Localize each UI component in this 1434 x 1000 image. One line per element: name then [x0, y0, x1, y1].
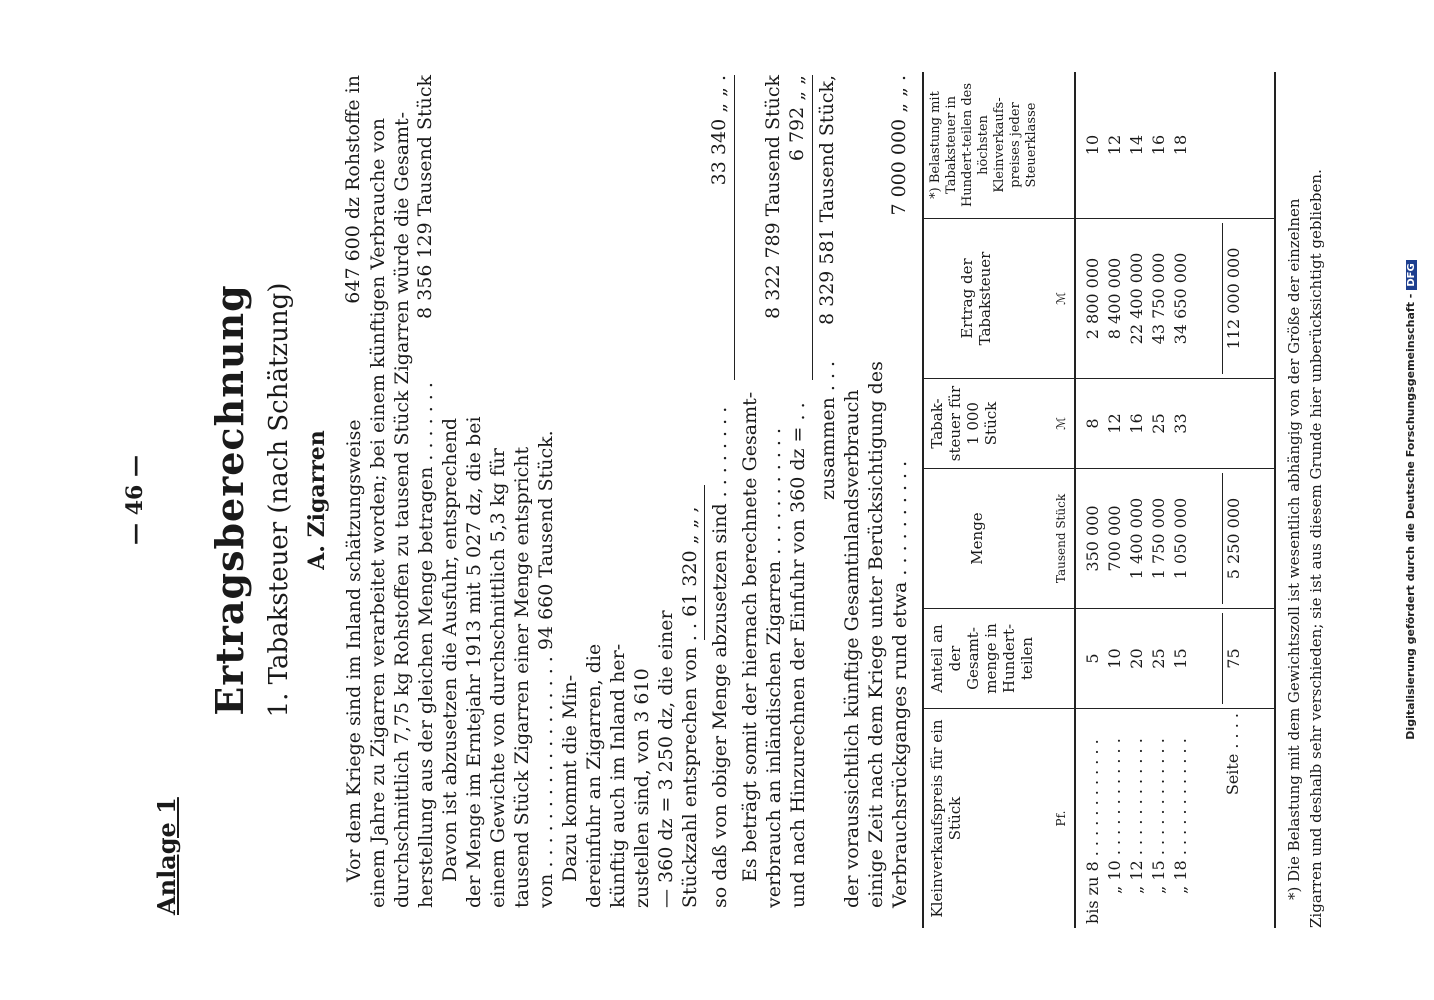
header-share	[924, 608, 1074, 708]
table-cell: 1 400 000	[1127, 497, 1146, 580]
table-cell: „ 18 . . . . . . . . . . . .	[1171, 738, 1190, 894]
table-cell: 12	[1105, 134, 1124, 156]
text-line: Es beträgt somit der hiernach berechnete Gesamt-	[739, 391, 761, 882]
header-tax	[924, 378, 1074, 468]
page-title: Ertragsberechnung	[207, 284, 252, 716]
text-line: Dazu kommt die Min-	[559, 674, 581, 882]
document-page	[22, 30, 1412, 970]
table-cell: 10	[1105, 648, 1124, 669]
header-quantity	[924, 468, 1074, 608]
header-unit: Pf.	[1054, 810, 1068, 827]
sum-rule	[704, 485, 705, 640]
text-line: einem Jahre zu Zigarren verarbeitet worden; bei einem künftigen Verbrauche von	[367, 117, 389, 908]
text-line: einem Gewichte von durchschnittlich 5,3 kg für	[487, 448, 509, 908]
header-label: Kleinverkaufspreis für ein Stück	[928, 719, 964, 918]
text-line: und nach Hinzurechnen der Einfuhr von 360 dz = . .	[787, 402, 809, 908]
text-line: herstellung aus der gleichen Menge betragen . . . . . . .	[415, 382, 437, 908]
header-yield	[924, 218, 1074, 378]
column-burden	[1074, 72, 1274, 218]
table-cell: „ 15 . . . . . . . . . . . .	[1149, 738, 1168, 894]
text-line: durchschnittlich 7,75 kg Rohstoffen zu tausend Stück Zigarren würde die Gesamt-	[391, 111, 413, 908]
table-cell: 20	[1127, 648, 1146, 669]
table-cell: 16	[1127, 413, 1146, 434]
header-label: Ertrag der Tabaksteuer	[958, 251, 994, 346]
text-value: 6 792 „ „	[786, 75, 808, 162]
sum-rule	[812, 75, 813, 380]
dfg-logo: DFG	[1406, 260, 1417, 289]
header-label: Menge	[968, 512, 986, 565]
table-cell: 25	[1149, 648, 1168, 669]
table-cell: 8 400 000	[1105, 257, 1124, 340]
text-line: so daß von obiger Menge abzusetzen sind . . . . . . . .	[709, 406, 731, 908]
text-value: 8 322 789 Tausend Stück	[762, 75, 784, 319]
total-share: 75	[1222, 613, 1245, 704]
table-cell: bis zu 8 . . . . . . . . . . . .	[1083, 739, 1102, 924]
table-cell: 43 750 000	[1149, 252, 1168, 345]
header-unit: ℳ	[1054, 417, 1068, 430]
column-share	[1074, 608, 1274, 708]
text-value: 647 600 dz Rohstoffe in	[342, 75, 364, 304]
header-label: Tabak-steuer für 1 000 Stück	[928, 385, 1000, 462]
text-value: 33 340 „ „ .	[708, 75, 730, 186]
header-burden	[924, 72, 1074, 218]
table-cell: 15	[1171, 648, 1190, 669]
text-line: einige Zeit nach dem Kriege unter Berücksichtigung des	[865, 361, 887, 908]
text-line: Verbrauchsrückganges rund etwa . . . . . . . . . .	[889, 460, 911, 908]
table-cell: 8	[1083, 418, 1102, 429]
footnote-line: Zigarren und deshalb sehr verschieden; sie ist aus diesem Grunde hier unberücksichtigt geblieben.	[1307, 169, 1325, 928]
column-yield	[1074, 218, 1274, 378]
text-line: tausend Stück Zigarren einer Menge entspricht	[511, 446, 533, 908]
header-unit: Tausend Stück	[1054, 493, 1068, 584]
text-line: dereinfuhr an Zigarren, die	[583, 643, 605, 908]
section-heading: 1. Tabaksteuer (nach Schätzung)	[264, 282, 294, 718]
header-price	[924, 708, 1074, 928]
total-yield: 112 000 000	[1222, 223, 1245, 374]
table-cell: 16	[1149, 134, 1168, 156]
text-value: 8 356 129 Tausend Stück	[414, 75, 436, 319]
table-cell: 10	[1083, 134, 1102, 156]
total-label: Seite . . . .	[1223, 713, 1242, 796]
text-line: Stückzahl entsprechen von . . 61 320 „ „ ,	[679, 506, 701, 908]
text-value: 7 000 000 „ „ .	[888, 75, 910, 216]
table-cell: 12	[1105, 413, 1124, 434]
table-cell: 700 000	[1105, 505, 1124, 572]
header-unit: ℳ	[1054, 292, 1068, 305]
text-line: von . . . . . . . . . . . . . . . . . . 94 660 Tausend Stück.	[535, 430, 557, 908]
header-label: Anteil an der Gesamt-menge in Hundert-teilen	[928, 623, 1036, 694]
table-cell: 5	[1083, 653, 1102, 664]
table-cell: 350 000	[1083, 505, 1102, 572]
text-line: der Menge im Erntejahr 1913 mit 5 027 dz, die bei	[463, 416, 485, 908]
table-cell: 25	[1149, 413, 1168, 434]
footnote-line: *) Die Belastung mit dem Gewichtszoll ist wesentlich abhängig von der Größe der einzelnen	[1285, 198, 1303, 900]
table-cell: 14	[1127, 134, 1146, 156]
header-label: *) Belastung mit Tabaksteuer in Hundert-teilen des höchsten Kleinverkaufs-preises jeder Steuerklasse	[928, 82, 1039, 208]
text-line: — 360 dz = 3 250 dz, die einer	[655, 610, 677, 908]
text-line: Davon ist abzusetzen die Ausfuhr, entsprechend	[439, 417, 461, 882]
table-cell: 18	[1171, 134, 1190, 156]
text-value: 8 329 581 Tausend Stück,	[816, 75, 838, 326]
table-cell: „ 10 . . . . . . . . . . . .	[1105, 738, 1124, 894]
text-line: zusammen . . .	[817, 360, 839, 500]
digitization-credit	[1404, 120, 1424, 880]
text-line: künftig auch im Inland her-	[607, 643, 629, 908]
table-cell: 22 400 000	[1127, 252, 1146, 345]
column-price	[1074, 708, 1274, 928]
text-line: verbrauch an inländischen Zigarren . . . . . . . . . . .	[763, 427, 785, 908]
text-line: der voraussichtlich künftige Gesamtinlandsverbrauch	[841, 389, 863, 908]
table-cell: 1 750 000	[1149, 497, 1168, 580]
sum-rule	[734, 75, 735, 380]
subsection-heading: A. Zigarren	[304, 430, 330, 570]
page-number: — 46 —	[122, 455, 148, 545]
text-line: Vor dem Kriege sind im Inland schätzungsweise	[343, 419, 365, 882]
column-tax	[1074, 378, 1274, 468]
table-cell: 34 650 000	[1171, 252, 1190, 345]
table-cell: 1 050 000	[1171, 497, 1190, 580]
column-quantity	[1074, 468, 1274, 608]
total-quantity: 5 250 000	[1222, 473, 1245, 604]
table-cell: 33	[1171, 413, 1190, 434]
table-cell: „ 12 . . . . . . . . . . . .	[1127, 738, 1146, 894]
credit-text: Digitalisierung gefördert durch die Deutsche Forschungsgemeinschaft -	[1404, 293, 1417, 740]
table-cell: 2 800 000	[1083, 257, 1102, 340]
annex-label: Anlage 1	[152, 797, 181, 915]
text-line: zustellen sind, von 3 610	[631, 668, 653, 908]
tax-table	[922, 72, 1276, 928]
